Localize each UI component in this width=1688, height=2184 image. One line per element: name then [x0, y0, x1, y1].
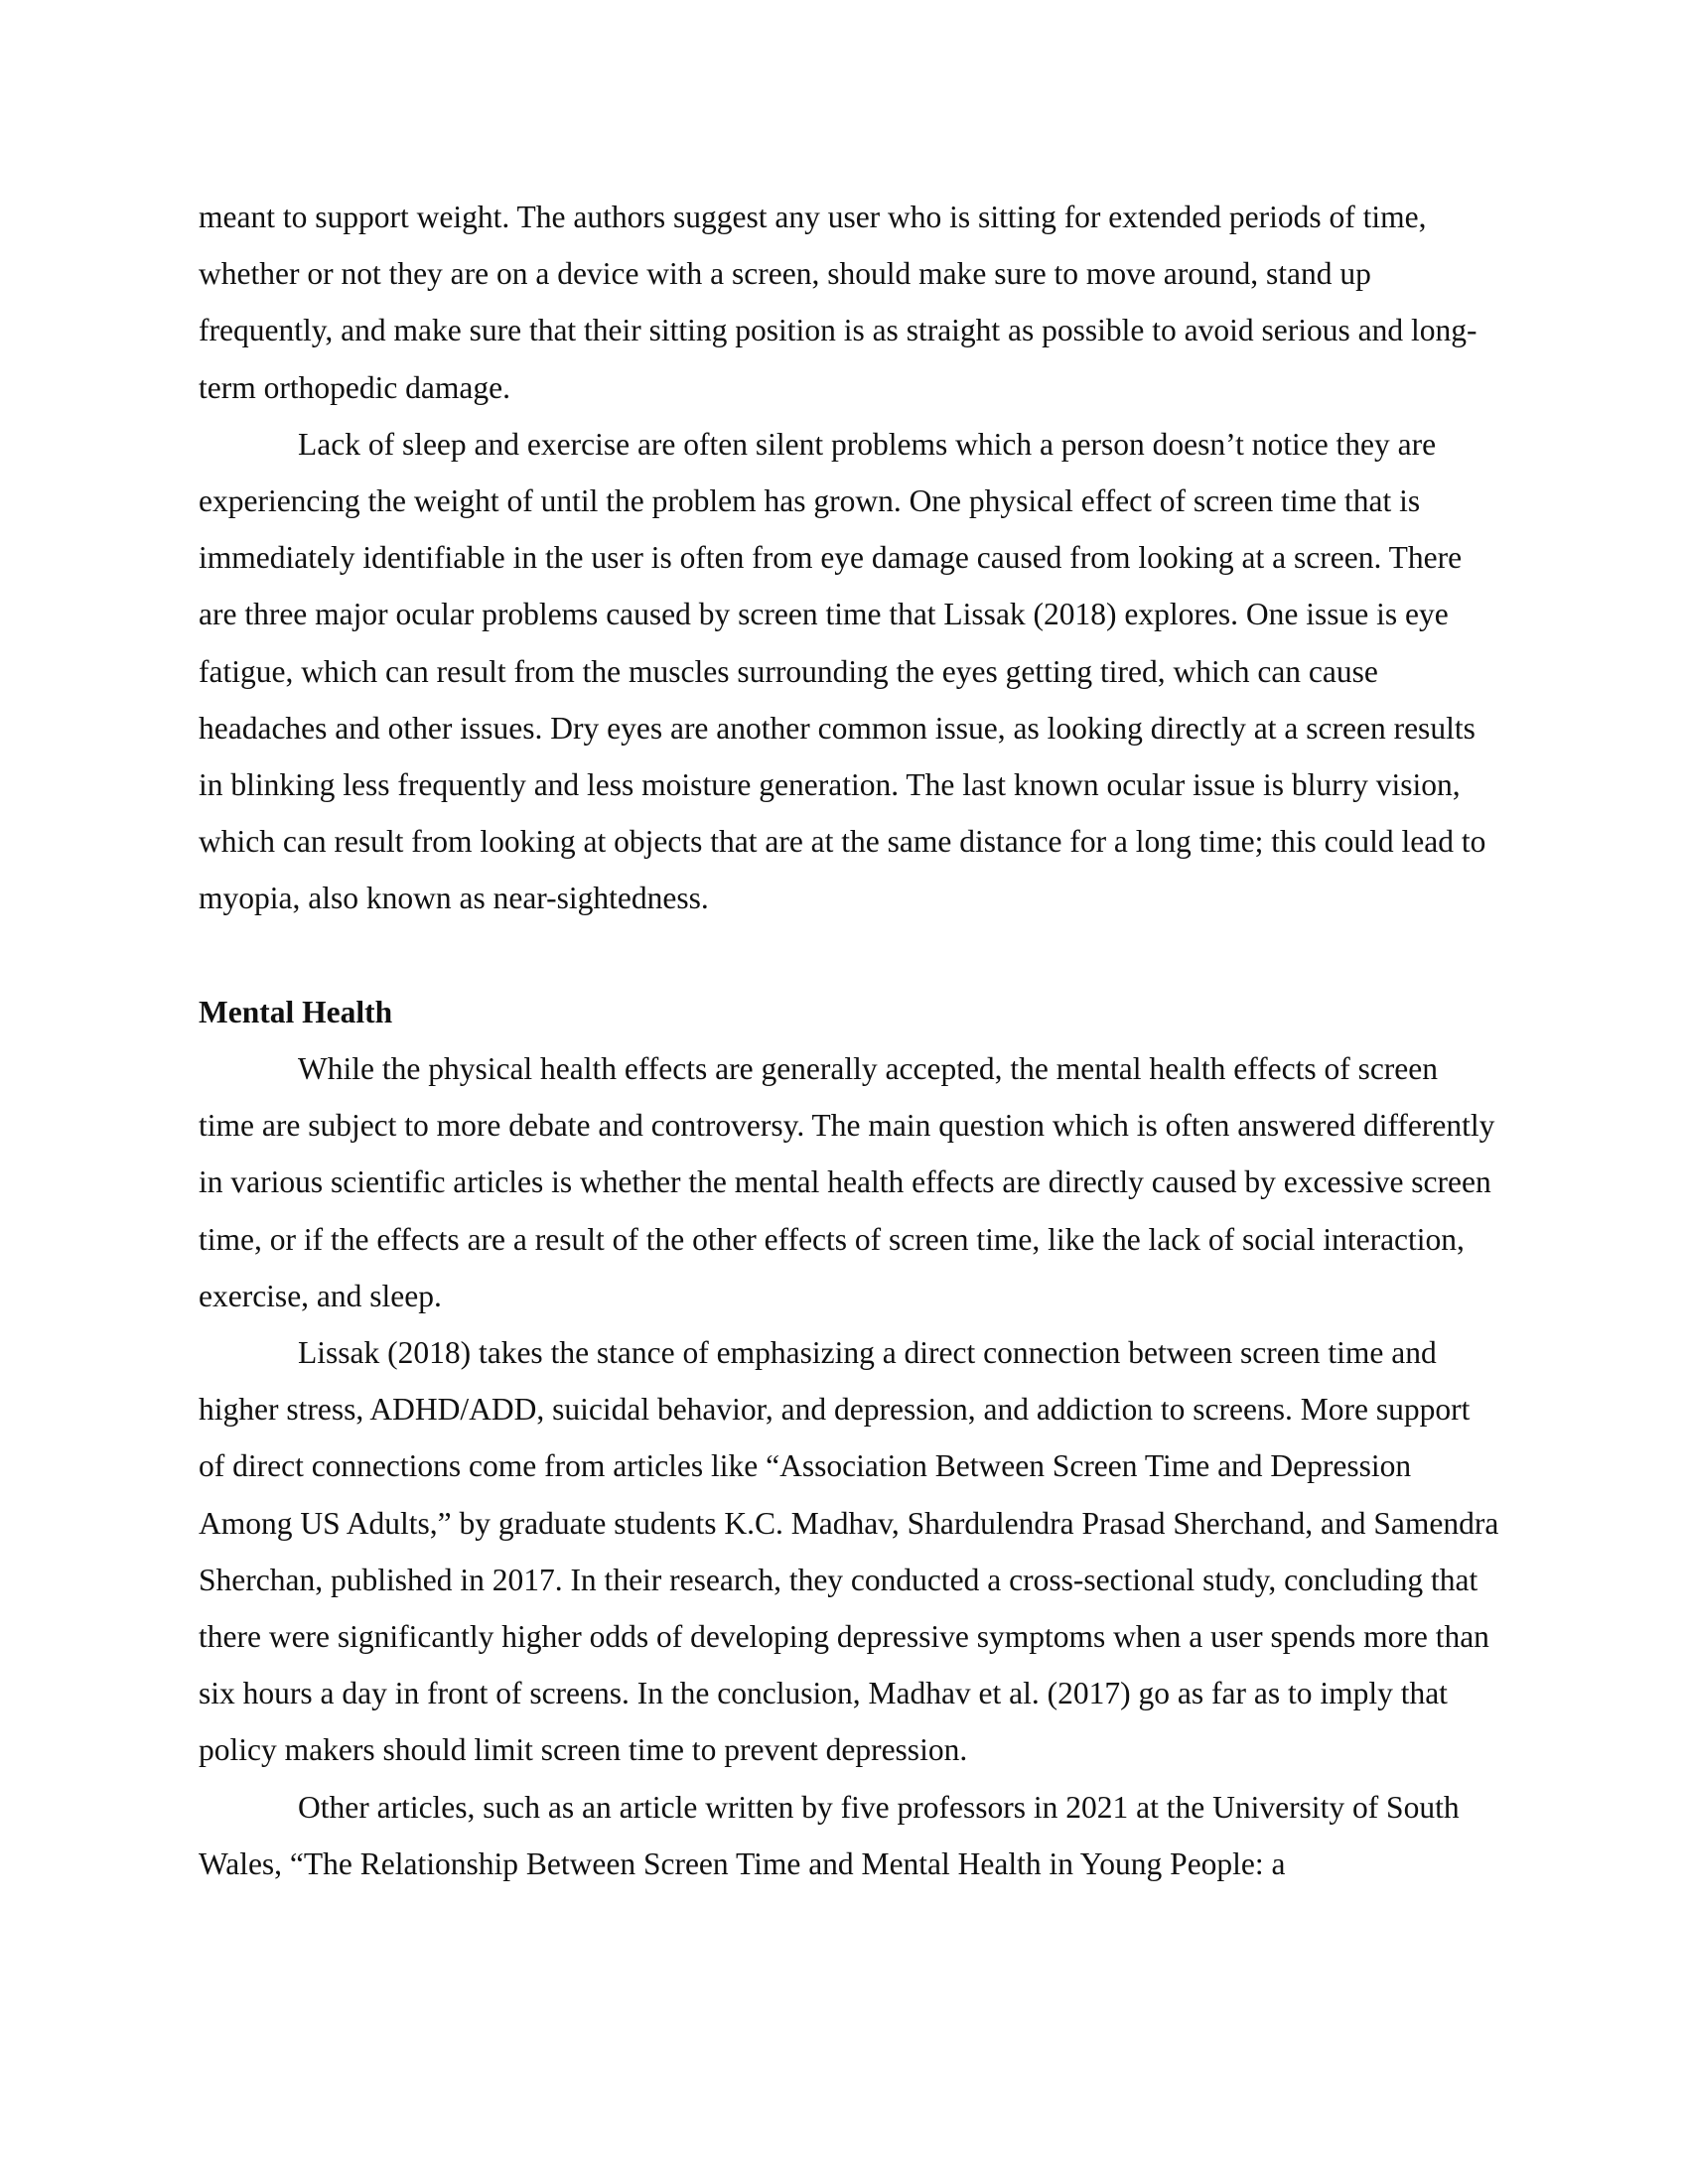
- document-page: [199, 189, 1499, 1892]
- paragraph-mental-health-debate: While the physical health effects are generally accepted, the mental health effects of screen time are subject to more debate and controversy. The main question which is often answered differently in various scientific articles is whether the mental health effects are directly caused by excessive screen time, or if the effects are a result of the other effects of screen time, like the lack of social interaction, exercise, and sleep.: [199, 1051, 1495, 1313]
- section-heading-mental-health: Mental Health: [199, 994, 393, 1029]
- paragraph-other-articles: Other articles, such as an article written by five professors in 2021 at the University of South Wales, “The Relationship Between Screen Time and Mental Health in Young People: a: [199, 1789, 1460, 1881]
- paragraph-orthopedic: meant to support weight. The authors suggest any user who is sitting for extended periods of time, whether or not they are on a device with a screen, should make sure to move around, stand up frequently, and make sure that their sitting position is as straight as possible to avoid serious and long-term orthopedic damage.: [199, 200, 1477, 405]
- paragraph-ocular-problems: Lack of sleep and exercise are often silent problems which a person doesn’t notice they are experiencing the weight of until the problem has grown. One physical effect of screen time that is immediately identifiable in the user is often from eye damage caused from looking at a screen. There are three major ocular problems caused by screen time that Lissak (2018) explores. One issue is eye fatigue, which can result from the muscles surrounding the eyes getting tired, which can cause headaches and other issues. Dry eyes are another common issue, as looking directly at a screen results in blinking less frequently and less moisture generation. The last known ocular issue is blurry vision, which can result from looking at objects that are at the same distance for a long time; this could lead to myopia, also known as near-sightedness.: [199, 426, 1486, 916]
- paragraph-direct-connection: Lissak (2018) takes the stance of emphasizing a direct connection between screen time and higher stress, ADHD/ADD, suicidal behavior, and depression, and addiction to screens. More support of direct connections come from articles like “Association Between Screen Time and Depression Among US Adults,” by graduate students K.C. Madhav, Shardulendra Prasad Sherchand, and Samendra Sherchan, published in 2017. In their research, they conducted a cross-sectional study, concluding that there were significantly higher odds of developing depressive symptoms when a user spends more than six hours a day in front of screens. In the conclusion, Madhav et al. (2017) go as far as to imply that policy makers should limit screen time to prevent depression.: [199, 1335, 1499, 1768]
